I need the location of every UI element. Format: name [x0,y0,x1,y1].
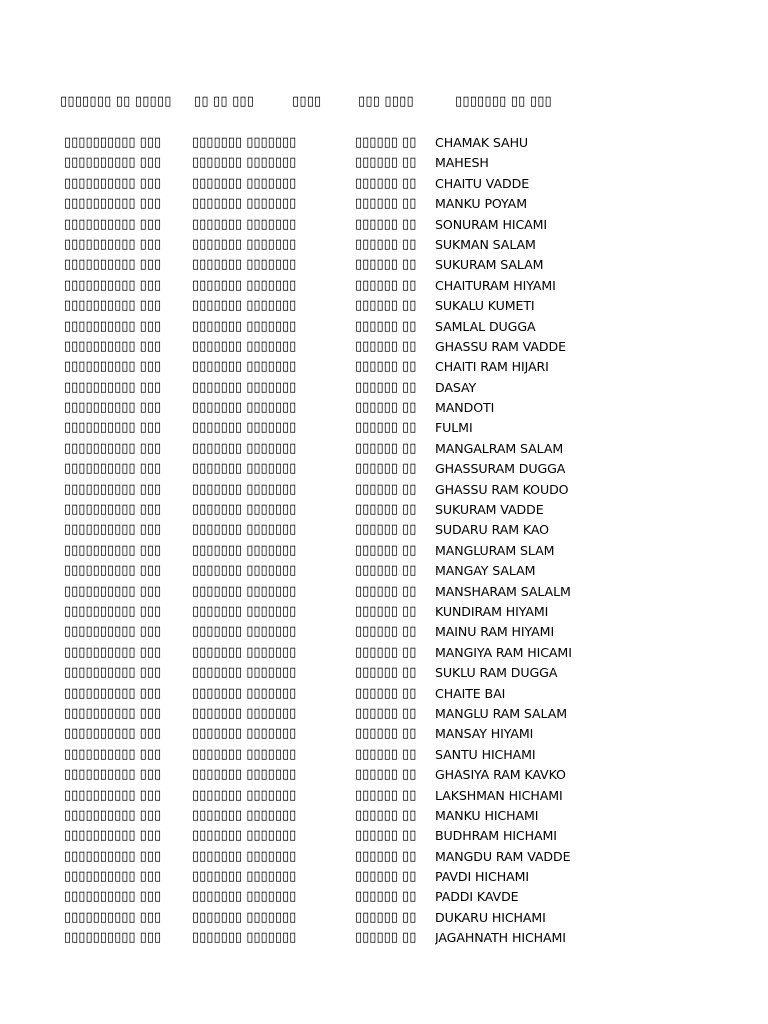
cell-name: MANDOTI [435,400,495,416]
table-row [0,337,768,357]
table-row [0,255,768,275]
cell-col2: ▯▯▯▯▯▯▯ ▯▯▯▯▯▯▯ [192,400,297,416]
cell-col2: ▯▯▯▯▯▯▯ ▯▯▯▯▯▯▯ [192,135,297,150]
table-row [0,480,768,500]
cell-col1: ▯▯▯▯▯▯▯▯▯▯ ▯▯▯ [64,889,162,905]
cell-col2: ▯▯▯▯▯▯▯ ▯▯▯▯▯▯▯ [192,726,297,742]
cell-col1: ▯▯▯▯▯▯▯▯▯▯ ▯▯▯ [64,481,162,497]
cell-col3: ▯▯▯▯▯▯ ▯▯ [355,502,417,518]
table-row [0,582,768,602]
cell-col3: ▯▯▯▯▯▯ ▯▯ [355,461,417,477]
cell-col1: ▯▯▯▯▯▯▯▯▯▯ ▯▯▯ [64,440,162,456]
cell-col3: ▯▯▯▯▯▯ ▯▯ [355,257,417,273]
cell-col3: ▯▯▯▯▯▯ ▯▯ [355,420,417,436]
cell-name: GHASSU RAM KOUDO [435,481,569,497]
table-row [0,928,768,948]
cell-col2: ▯▯▯▯▯▯▯ ▯▯▯▯▯▯▯ [192,277,297,293]
table-row [0,765,768,785]
cell-col3: ▯▯▯▯▯▯ ▯▯ [355,644,417,660]
cell-name: MAHESH [435,155,489,171]
cell-col3: ▯▯▯▯▯▯ ▯▯ [355,522,417,538]
cell-name: SUKMAN SALAM [435,236,536,252]
cell-col2: ▯▯▯▯▯▯▯ ▯▯▯▯▯▯▯ [192,828,297,844]
header-cell-2: ▯▯ ▯▯ ▯▯▯ [194,94,255,109]
cell-col3: ▯▯▯▯▯▯ ▯▯ [355,869,417,885]
cell-col3: ▯▯▯▯▯▯ ▯▯ [355,135,417,150]
cell-col1: ▯▯▯▯▯▯▯▯▯▯ ▯▯▯ [64,583,162,599]
cell-col3: ▯▯▯▯▯▯ ▯▯ [355,848,417,864]
cell-col3: ▯▯▯▯▯▯ ▯▯ [355,705,417,721]
cell-col1: ▯▯▯▯▯▯▯▯▯▯ ▯▯▯ [64,767,162,783]
table-row [0,378,768,398]
cell-name: MANGAY SALAM [435,563,536,579]
cell-col1: ▯▯▯▯▯▯▯▯▯▯ ▯▯▯ [64,869,162,885]
cell-col1: ▯▯▯▯▯▯▯▯▯▯ ▯▯▯ [64,807,162,823]
cell-name: FULMI [435,420,473,436]
cell-col1: ▯▯▯▯▯▯▯▯▯▯ ▯▯▯ [64,277,162,293]
cell-name: DASAY [435,379,477,395]
cell-name: KUNDIRAM HIYAMI [435,603,549,619]
cell-col2: ▯▯▯▯▯▯▯ ▯▯▯▯▯▯▯ [192,603,297,619]
cell-col1: ▯▯▯▯▯▯▯▯▯▯ ▯▯▯ [64,502,162,518]
cell-col3: ▯▯▯▯▯▯ ▯▯ [355,563,417,579]
cell-col3: ▯▯▯▯▯▯ ▯▯ [355,481,417,497]
cell-col1: ▯▯▯▯▯▯▯▯▯▯ ▯▯▯ [64,603,162,619]
cell-name: SUDARU RAM KAO [435,522,549,538]
cell-col3: ▯▯▯▯▯▯ ▯▯ [355,665,417,681]
cell-col1: ▯▯▯▯▯▯▯▯▯▯ ▯▯▯ [64,318,162,334]
cell-col1: ▯▯▯▯▯▯▯▯▯▯ ▯▯▯ [64,400,162,416]
header-cell-5: ▯▯▯▯▯▯▯ ▯▯ ▯▯▯ [455,94,552,109]
cell-name: PADDI KAVDE [435,889,519,905]
data-rows [0,133,768,949]
table-row [0,296,768,316]
cell-name: CHAITU VADDE [435,175,530,191]
cell-col2: ▯▯▯▯▯▯▯ ▯▯▯▯▯▯▯ [192,848,297,864]
cell-col1: ▯▯▯▯▯▯▯▯▯▯ ▯▯▯ [64,563,162,579]
cell-name: MANGALRAM SALAM [435,440,564,456]
cell-name: MANSAY HIYAMI [435,726,534,742]
cell-col3: ▯▯▯▯▯▯ ▯▯ [355,379,417,395]
cell-col1: ▯▯▯▯▯▯▯▯▯▯ ▯▯▯ [64,644,162,660]
cell-name: PAVDI HICHAMI [435,869,529,885]
table-row [0,541,768,561]
cell-col3: ▯▯▯▯▯▯ ▯▯ [355,440,417,456]
cell-col3: ▯▯▯▯▯▯ ▯▯ [355,603,417,619]
cell-col3: ▯▯▯▯▯▯ ▯▯ [355,400,417,416]
cell-col3: ▯▯▯▯▯▯ ▯▯ [355,726,417,742]
cell-name: SUKALU KUMETI [435,298,535,314]
header-cell-4: ▯▯▯ ▯▯▯▯ [358,94,414,109]
cell-col2: ▯▯▯▯▯▯▯ ▯▯▯▯▯▯▯ [192,787,297,803]
table-row [0,684,768,704]
cell-col3: ▯▯▯▯▯▯ ▯▯ [355,298,417,314]
cell-name: SUKLU RAM DUGGA [435,665,558,681]
cell-col2: ▯▯▯▯▯▯▯ ▯▯▯▯▯▯▯ [192,624,297,640]
table-row [0,194,768,214]
cell-col1: ▯▯▯▯▯▯▯▯▯▯ ▯▯▯ [64,705,162,721]
cell-col2: ▯▯▯▯▯▯▯ ▯▯▯▯▯▯▯ [192,542,297,558]
cell-col1: ▯▯▯▯▯▯▯▯▯▯ ▯▯▯ [64,135,162,150]
cell-col2: ▯▯▯▯▯▯▯ ▯▯▯▯▯▯▯ [192,563,297,579]
table-row [0,439,768,459]
cell-name: MANKU POYAM [435,196,527,212]
cell-col2: ▯▯▯▯▯▯▯ ▯▯▯▯▯▯▯ [192,807,297,823]
cell-col3: ▯▯▯▯▯▯ ▯▯ [355,746,417,762]
table-row [0,908,768,928]
cell-name: MANGLU RAM SALAM [435,705,568,721]
cell-col2: ▯▯▯▯▯▯▯ ▯▯▯▯▯▯▯ [192,155,297,171]
cell-name: CHAITI RAM HIJARI [435,359,549,375]
cell-col2: ▯▯▯▯▯▯▯ ▯▯▯▯▯▯▯ [192,257,297,273]
cell-col2: ▯▯▯▯▯▯▯ ▯▯▯▯▯▯▯ [192,889,297,905]
cell-col1: ▯▯▯▯▯▯▯▯▯▯ ▯▯▯ [64,746,162,762]
cell-col1: ▯▯▯▯▯▯▯▯▯▯ ▯▯▯ [64,196,162,212]
cell-col2: ▯▯▯▯▯▯▯ ▯▯▯▯▯▯▯ [192,583,297,599]
cell-col2: ▯▯▯▯▯▯▯ ▯▯▯▯▯▯▯ [192,338,297,354]
cell-col1: ▯▯▯▯▯▯▯▯▯▯ ▯▯▯ [64,685,162,701]
cell-col3: ▯▯▯▯▯▯ ▯▯ [355,930,417,946]
table-row [0,500,768,520]
cell-col1: ▯▯▯▯▯▯▯▯▯▯ ▯▯▯ [64,216,162,232]
cell-name: MAINU RAM HIYAMI [435,624,555,640]
table-row [0,215,768,235]
cell-col2: ▯▯▯▯▯▯▯ ▯▯▯▯▯▯▯ [192,869,297,885]
cell-col2: ▯▯▯▯▯▯▯ ▯▯▯▯▯▯▯ [192,481,297,497]
cell-col1: ▯▯▯▯▯▯▯▯▯▯ ▯▯▯ [64,909,162,925]
cell-name: SUKURAM SALAM [435,257,544,273]
cell-name: GHASSURAM DUGGA [435,461,566,477]
table-row [0,724,768,744]
cell-col1: ▯▯▯▯▯▯▯▯▯▯ ▯▯▯ [64,787,162,803]
cell-col2: ▯▯▯▯▯▯▯ ▯▯▯▯▯▯▯ [192,420,297,436]
cell-col1: ▯▯▯▯▯▯▯▯▯▯ ▯▯▯ [64,828,162,844]
cell-col2: ▯▯▯▯▯▯▯ ▯▯▯▯▯▯▯ [192,644,297,660]
cell-col3: ▯▯▯▯▯▯ ▯▯ [355,359,417,375]
cell-col3: ▯▯▯▯▯▯ ▯▯ [355,909,417,925]
table-row [0,887,768,907]
cell-col3: ▯▯▯▯▯▯ ▯▯ [355,216,417,232]
cell-name: JAGAHNATH HICHAMI [435,930,566,946]
cell-name: BUDHRAM HICHAMI [435,828,557,844]
cell-col1: ▯▯▯▯▯▯▯▯▯▯ ▯▯▯ [64,257,162,273]
cell-col1: ▯▯▯▯▯▯▯▯▯▯ ▯▯▯ [64,175,162,191]
table-row [0,317,768,337]
table-row [0,786,768,806]
cell-col2: ▯▯▯▯▯▯▯ ▯▯▯▯▯▯▯ [192,236,297,252]
cell-col3: ▯▯▯▯▯▯ ▯▯ [355,787,417,803]
cell-col3: ▯▯▯▯▯▯ ▯▯ [355,624,417,640]
cell-name: MANGLURAM SLAM [435,542,555,558]
cell-col2: ▯▯▯▯▯▯▯ ▯▯▯▯▯▯▯ [192,461,297,477]
cell-col1: ▯▯▯▯▯▯▯▯▯▯ ▯▯▯ [64,461,162,477]
cell-col1: ▯▯▯▯▯▯▯▯▯▯ ▯▯▯ [64,338,162,354]
table-row [0,806,768,826]
table-row [0,826,768,846]
cell-col2: ▯▯▯▯▯▯▯ ▯▯▯▯▯▯▯ [192,930,297,946]
cell-name: GHASSU RAM VADDE [435,338,566,354]
cell-col3: ▯▯▯▯▯▯ ▯▯ [355,685,417,701]
cell-col1: ▯▯▯▯▯▯▯▯▯▯ ▯▯▯ [64,542,162,558]
cell-col3: ▯▯▯▯▯▯ ▯▯ [355,583,417,599]
cell-col3: ▯▯▯▯▯▯ ▯▯ [355,807,417,823]
table-row [0,643,768,663]
table-row [0,235,768,255]
cell-col1: ▯▯▯▯▯▯▯▯▯▯ ▯▯▯ [64,726,162,742]
cell-col3: ▯▯▯▯▯▯ ▯▯ [355,155,417,171]
cell-name: MANGDU RAM VADDE [435,848,571,864]
table-row [0,622,768,642]
table-row [0,459,768,479]
cell-col2: ▯▯▯▯▯▯▯ ▯▯▯▯▯▯▯ [192,298,297,314]
table-row [0,520,768,540]
cell-col3: ▯▯▯▯▯▯ ▯▯ [355,767,417,783]
cell-col1: ▯▯▯▯▯▯▯▯▯▯ ▯▯▯ [64,522,162,538]
cell-col1: ▯▯▯▯▯▯▯▯▯▯ ▯▯▯ [64,155,162,171]
cell-col3: ▯▯▯▯▯▯ ▯▯ [355,318,417,334]
cell-name: SONURAM HICAMI [435,216,548,232]
table-row [0,704,768,724]
cell-col3: ▯▯▯▯▯▯ ▯▯ [355,828,417,844]
header-row [0,92,768,112]
table-row [0,745,768,765]
cell-col1: ▯▯▯▯▯▯▯▯▯▯ ▯▯▯ [64,665,162,681]
cell-col1: ▯▯▯▯▯▯▯▯▯▯ ▯▯▯ [64,379,162,395]
header-cell-1: ▯▯▯▯▯▯▯ ▯▯ ▯▯▯▯▯ [60,94,172,109]
cell-col1: ▯▯▯▯▯▯▯▯▯▯ ▯▯▯ [64,359,162,375]
cell-name: CHAITE BAI [435,685,506,701]
cell-col3: ▯▯▯▯▯▯ ▯▯ [355,542,417,558]
cell-name: MANKU HICHAMI [435,807,539,823]
cell-col2: ▯▯▯▯▯▯▯ ▯▯▯▯▯▯▯ [192,175,297,191]
cell-col1: ▯▯▯▯▯▯▯▯▯▯ ▯▯▯ [64,848,162,864]
cell-col3: ▯▯▯▯▯▯ ▯▯ [355,236,417,252]
cell-name: LAKSHMAN HICHAMI [435,787,563,803]
table-row [0,867,768,887]
table-row [0,663,768,683]
cell-col2: ▯▯▯▯▯▯▯ ▯▯▯▯▯▯▯ [192,909,297,925]
table-row [0,153,768,173]
cell-col2: ▯▯▯▯▯▯▯ ▯▯▯▯▯▯▯ [192,705,297,721]
cell-col2: ▯▯▯▯▯▯▯ ▯▯▯▯▯▯▯ [192,665,297,681]
cell-name: MANSHARAM SALALM [435,583,571,599]
cell-col2: ▯▯▯▯▯▯▯ ▯▯▯▯▯▯▯ [192,440,297,456]
cell-col2: ▯▯▯▯▯▯▯ ▯▯▯▯▯▯▯ [192,216,297,232]
table-row [0,847,768,867]
cell-name: GHASIYA RAM KAVKO [435,767,566,783]
cell-col3: ▯▯▯▯▯▯ ▯▯ [355,277,417,293]
cell-col3: ▯▯▯▯▯▯ ▯▯ [355,889,417,905]
cell-name: MANGIYA RAM HICAMI [435,644,572,660]
header-cell-3: ▯▯▯▯ [292,94,322,109]
table-row [0,133,768,153]
cell-name: SUKURAM VADDE [435,502,544,518]
cell-col2: ▯▯▯▯▯▯▯ ▯▯▯▯▯▯▯ [192,685,297,701]
cell-name: CHAMAK SAHU [435,135,529,150]
cell-col1: ▯▯▯▯▯▯▯▯▯▯ ▯▯▯ [64,420,162,436]
table-row [0,602,768,622]
cell-col1: ▯▯▯▯▯▯▯▯▯▯ ▯▯▯ [64,930,162,946]
cell-name: SANTU HICHAMI [435,746,536,762]
cell-col1: ▯▯▯▯▯▯▯▯▯▯ ▯▯▯ [64,236,162,252]
cell-col2: ▯▯▯▯▯▯▯ ▯▯▯▯▯▯▯ [192,522,297,538]
cell-col3: ▯▯▯▯▯▯ ▯▯ [355,196,417,212]
cell-col2: ▯▯▯▯▯▯▯ ▯▯▯▯▯▯▯ [192,379,297,395]
cell-col2: ▯▯▯▯▯▯▯ ▯▯▯▯▯▯▯ [192,196,297,212]
table-row [0,398,768,418]
cell-col1: ▯▯▯▯▯▯▯▯▯▯ ▯▯▯ [64,298,162,314]
table-row [0,357,768,377]
cell-col2: ▯▯▯▯▯▯▯ ▯▯▯▯▯▯▯ [192,767,297,783]
cell-col3: ▯▯▯▯▯▯ ▯▯ [355,338,417,354]
cell-col2: ▯▯▯▯▯▯▯ ▯▯▯▯▯▯▯ [192,746,297,762]
cell-col2: ▯▯▯▯▯▯▯ ▯▯▯▯▯▯▯ [192,502,297,518]
cell-col2: ▯▯▯▯▯▯▯ ▯▯▯▯▯▯▯ [192,359,297,375]
cell-name: SAMLAL DUGGA [435,318,536,334]
table-row [0,561,768,581]
cell-col1: ▯▯▯▯▯▯▯▯▯▯ ▯▯▯ [64,624,162,640]
cell-name: DUKARU HICHAMI [435,909,546,925]
table-row [0,418,768,438]
cell-col2: ▯▯▯▯▯▯▯ ▯▯▯▯▯▯▯ [192,318,297,334]
table-row [0,276,768,296]
cell-col3: ▯▯▯▯▯▯ ▯▯ [355,175,417,191]
table-row [0,174,768,194]
cell-name: CHAITURAM HIYAMI [435,277,556,293]
